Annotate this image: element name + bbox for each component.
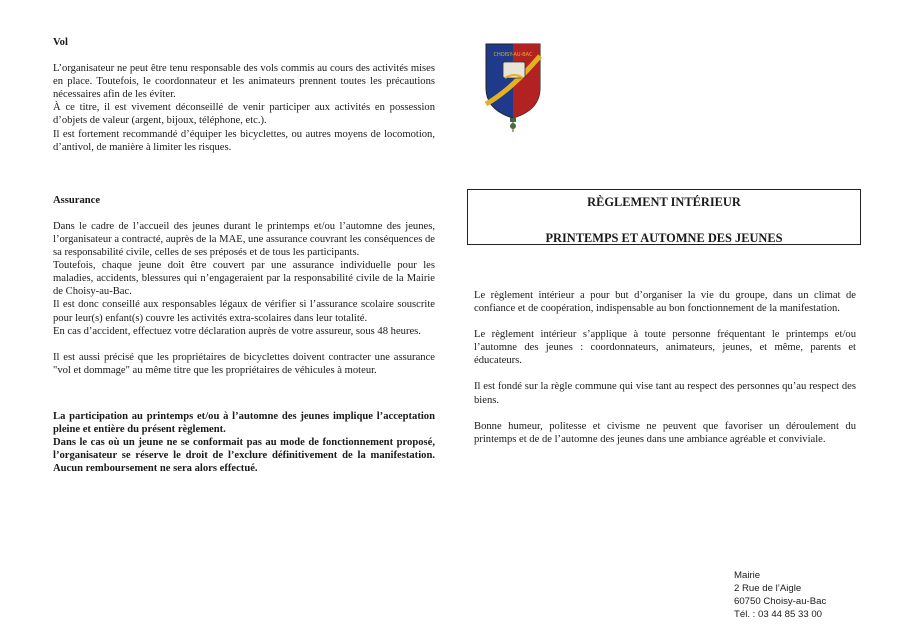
- intro-paragraph-2: Le règlement intérieur s’applique à toute personne fréquentant le printemps et/ou l’automne des jeunes : coordonnateurs, animateurs, jeunes, et même, parents et éducateurs.: [474, 329, 856, 367]
- right-column: [474, 289, 856, 446]
- assurance-paragraph-4: En cas d’accident, effectuez votre déclaration auprès de votre assureur, sous 48 heures.: [53, 325, 421, 337]
- address-line-2: 2 Rue de l’Aigle: [734, 583, 802, 594]
- vol-paragraph-2: À ce titre, il est vivement déconseillé de venir participer aux activités en possession d’objets de valeur (argent, bijoux, téléphone, etc.).: [53, 102, 435, 127]
- intro-paragraph-1: Le règlement intérieur a pour but d’organiser la vie du groupe, dans un climat de confiance et de coopération, indispensable au bon fonctionnement de la manifestation.: [474, 290, 856, 315]
- final-paragraph-2: Dans le cas où un jeune ne se conformait pas au mode de fonctionnement proposé, l’organisateur se réserve le droit de l’exclure définitivement de la manifestation. Aucun remboursement ne sera alors effectué.: [53, 437, 435, 475]
- title-box: [467, 189, 861, 245]
- vol-heading: Vol: [53, 37, 68, 48]
- title-line-1: RÈGLEMENT INTÉRIEUR: [587, 195, 741, 209]
- mairie-address: [734, 569, 826, 621]
- assurance-paragraph-5: Il est aussi précisé que les propriétaires de bicyclettes doivent contracter une assurance "vol et dommage" au même titre que les propriétaires de véhicules à moteur.: [53, 351, 435, 376]
- address-phone: Tél. : 03 44 85 33 00: [734, 609, 823, 620]
- address-line-1: Mairie: [734, 570, 761, 581]
- title-line-2: PRINTEMPS ET AUTOMNE DES JEUNES: [545, 231, 783, 245]
- final-paragraph-1: La participation au printemps et/ou à l’automne des jeunes implique l’acceptation pleine et entière du présent règlement.: [53, 410, 435, 435]
- address-line-3: 60750 Choisy-au-Bac: [734, 596, 827, 607]
- left-column: [53, 36, 435, 475]
- assurance-heading: Assurance: [53, 194, 101, 206]
- assurance-paragraph-2: Toutefois, chaque jeune doit être couvert par une assurance individuelle pour les maladies, accidents, blessures qui n’engageraient par la responsabilité civile de la Mairie de Choisy-au-Bac.: [53, 260, 435, 298]
- assurance-paragraph-3: Il est donc conseillé aux responsables légaux de vérifier si l’assurance scolaire souscrite pour leur(s) enfant(s) couvre les activités extra-scolaires dans leur totalité.: [53, 299, 435, 324]
- intro-paragraph-3: Il est fondé sur la règle commune qui vise tant au respect des personnes qu’au respect des biens.: [474, 381, 856, 406]
- vol-paragraph-1: L’organisateur ne peut être tenu responsable des vols commis au cours des activités mises en place. Toutefois, le coordonnateur et les animateurs prennent toutes les précautions nécessaires afin de les éviter.: [53, 63, 435, 101]
- town-crest-logo: [483, 42, 543, 138]
- crest-motto: CHOISY-AU-BAC: [493, 52, 533, 58]
- intro-paragraph-4: Bonne humeur, politesse et civisme ne peuvent que favoriser un déroulement du printemps et de de l’automne des jeunes dans une ambiance agréable et conviviale.: [474, 420, 856, 445]
- assurance-paragraph-1: Dans le cadre de l’accueil des jeunes durant le printemps et/ou l’automne des jeunes, l’organisateur a contracté, auprès de la MAE, une assurance couvrant les conséquences de sa responsabilité civile, celles de ses préposés et de tous les participants.: [53, 220, 435, 259]
- vol-paragraph-3: Il est fortement recommandé d’équiper les bicyclettes, ou autres moyens de locomotion, d’antivol, de manière à limiter les risques.: [53, 128, 435, 153]
